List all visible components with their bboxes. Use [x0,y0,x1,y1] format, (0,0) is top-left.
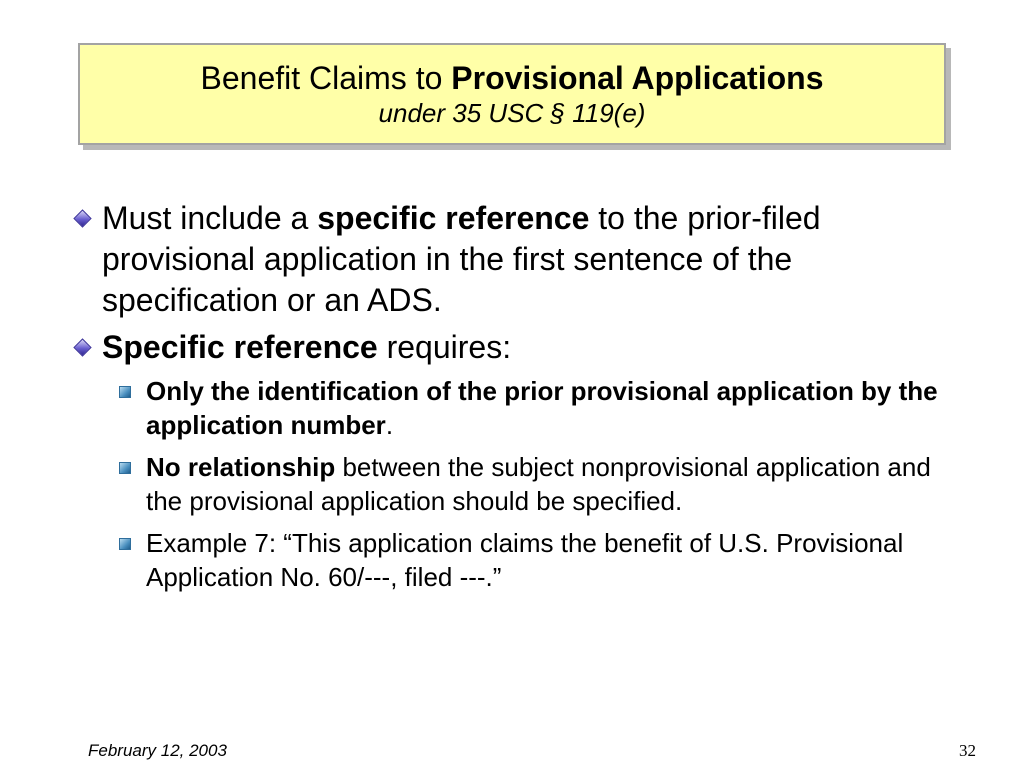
title-normal: Benefit Claims to [200,60,452,96]
subbullet-text-bold: Only the identification of the prior provisional application by the application number [146,376,938,440]
slide-content [72,198,952,602]
footer-date: February 12, 2003 [88,741,227,760]
bullet-text-post: requires: [377,329,512,365]
diamond-bullet-icon [73,338,91,356]
subbullet-text: Example 7: “This application claims the benefit of U.S. Provisional Application No. 60/---, filed ---.” [146,528,904,592]
square-bullet-icon [119,386,131,398]
bullet-text-bold: specific reference [317,200,590,236]
page-number: 32 [959,741,976,760]
subbullet-item [72,374,952,442]
subbullet-text-post: between the subject nonprovisional application and the provisional application should be specified. [146,452,931,516]
bullet-text-post: to the prior-filed provisional application in the first sentence of the specification or an ADS. [102,200,821,318]
bullet-text-pre: Must include a [102,200,318,236]
subbullet-item [72,450,952,518]
bullet-text-bold: Specific reference [102,329,378,365]
subbullet-text-bold: No relationship [146,452,336,482]
title-box [78,43,946,145]
bullet-item [72,327,952,368]
subbullet-item [72,526,952,594]
slide-subtitle: under 35 USC § 119(e) [378,98,646,128]
title-bold: Provisional Applications [451,60,824,96]
slide-title [80,59,944,97]
square-bullet-icon [119,538,131,550]
square-bullet-icon [119,462,131,474]
diamond-bullet-icon [73,209,91,227]
subbullet-text-post: . [385,410,394,440]
bullet-item [72,198,952,321]
